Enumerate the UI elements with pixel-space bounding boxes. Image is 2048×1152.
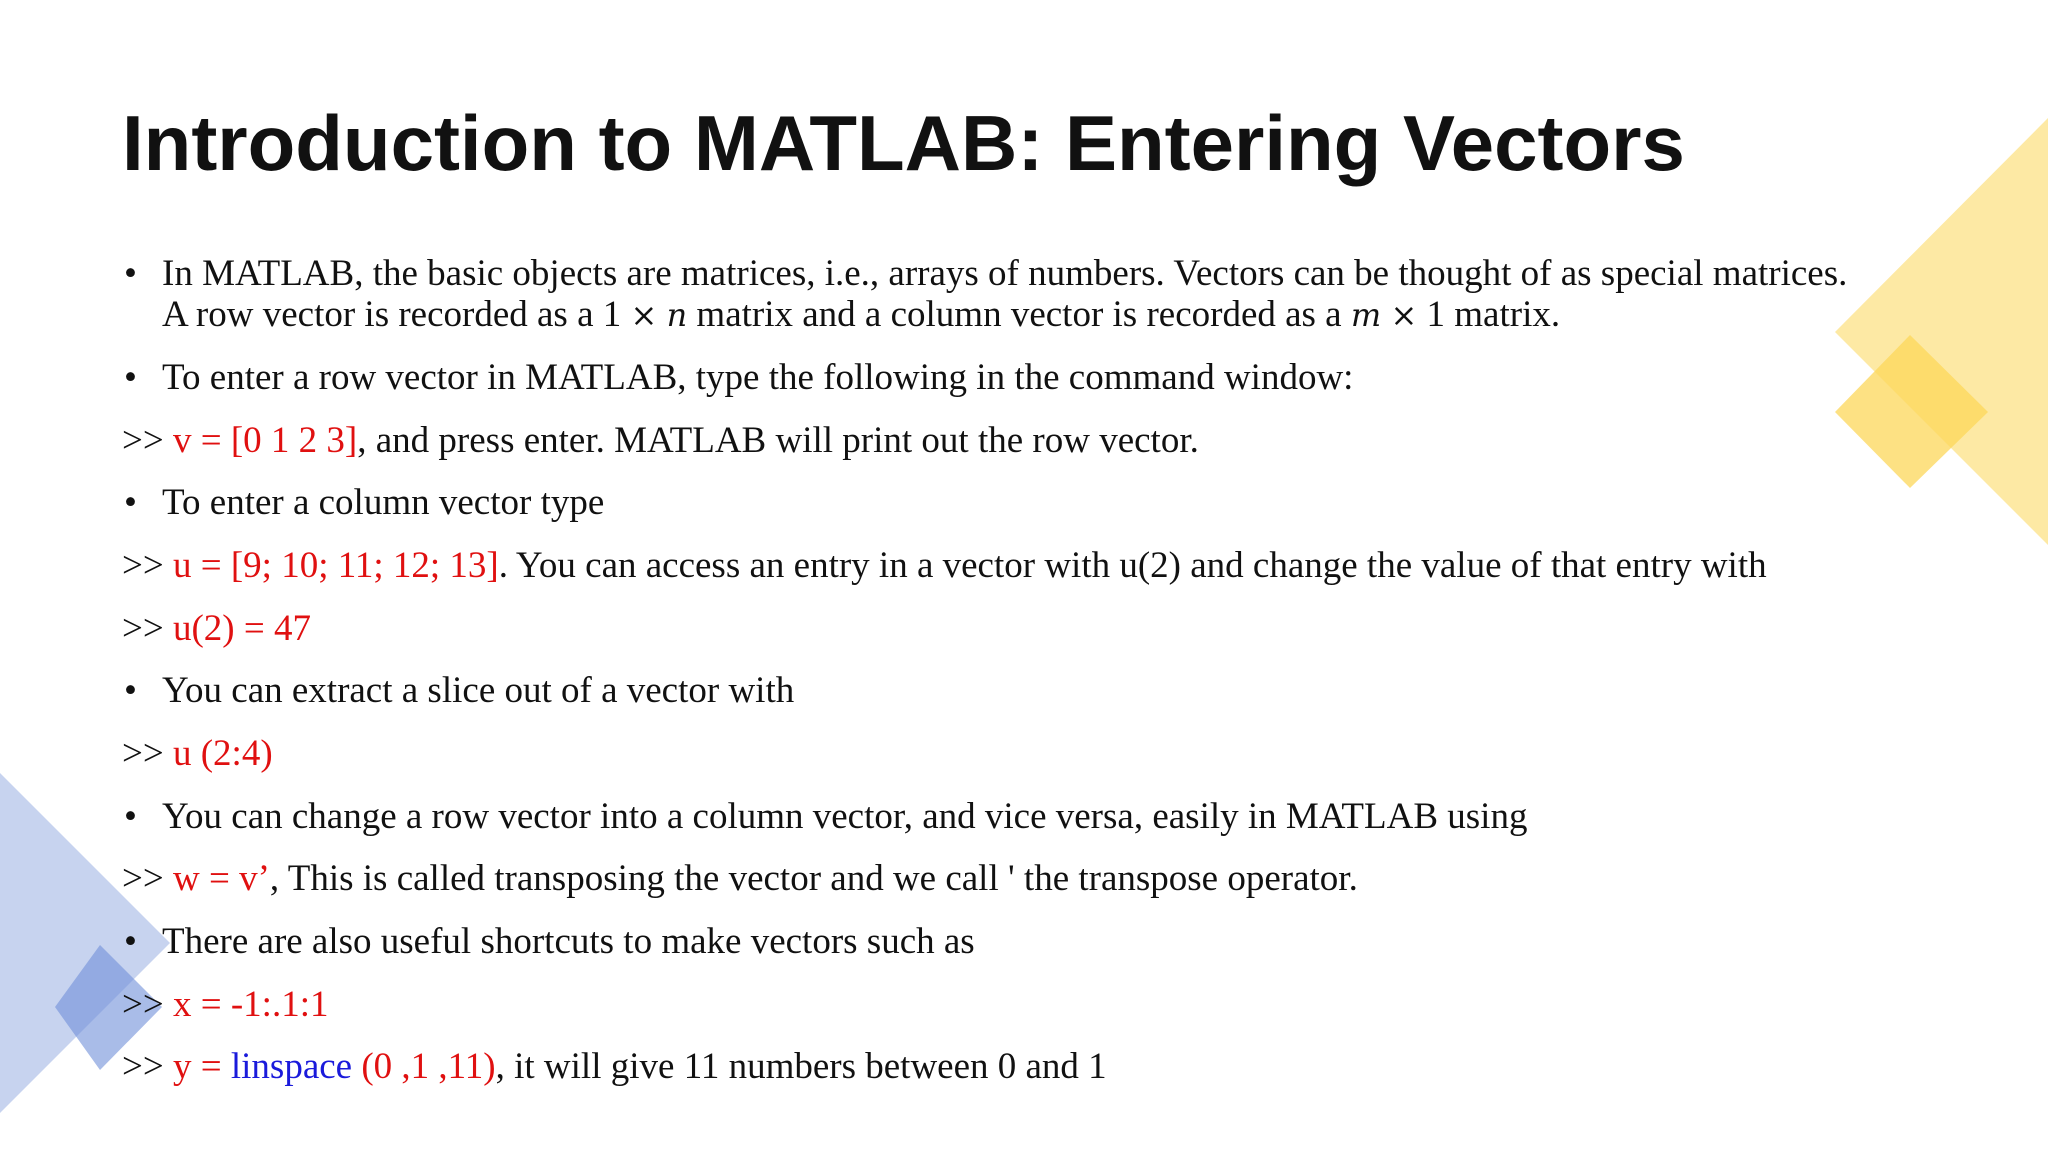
code: y = <box>172 1046 231 1087</box>
times-symbol: × <box>630 296 658 334</box>
bullet-1-line-2 <box>162 294 1560 336</box>
math-m: m <box>1350 296 1382 334</box>
bullet-dot: • <box>124 670 137 711</box>
bullet-dot: • <box>124 921 137 962</box>
code-line-7 <box>122 1046 1107 1088</box>
text: . You can access an entry in a vector with u(2) and change the value of that entry with <box>498 545 1767 586</box>
math-1: 1 <box>1426 294 1446 335</box>
text: matrix and a column vector is recorded as a <box>687 294 1351 335</box>
code-line-2 <box>122 545 1767 587</box>
code: u = [9; 10; 11; 12; 13] <box>172 545 499 586</box>
function-name: linspace <box>230 1046 353 1087</box>
text: A row vector is recorded as a <box>162 294 603 335</box>
code: x = -1:.1:1 <box>172 984 329 1025</box>
times-symbol: × <box>1390 296 1418 334</box>
bullet-1-line-1: In MATLAB, the basic objects are matrices, i.e., arrays of numbers. Vectors can be thought of as special matrices. <box>162 253 1848 294</box>
text: matrix. <box>1445 294 1561 335</box>
code: u(2) = 47 <box>172 608 311 649</box>
prompt: >> <box>122 984 164 1025</box>
code-line-1 <box>122 420 1199 462</box>
code-line-4 <box>122 733 273 775</box>
code-line-6 <box>122 984 328 1026</box>
math-1: 1 <box>602 294 622 335</box>
bullet-dot: • <box>124 357 137 398</box>
slide-title: Introduction to MATLAB: Entering Vectors <box>122 99 1685 187</box>
bullet-dot: • <box>124 482 137 523</box>
text: , This is called transposing the vector and we call ' the transpose operator. <box>269 858 1358 899</box>
bullet-2: To enter a row vector in MATLAB, type the following in the command window: <box>162 357 1354 398</box>
bullet-3: To enter a column vector type <box>162 482 605 523</box>
bullet-dot: • <box>124 796 137 837</box>
text: , it will give 11 numbers between 0 and 1 <box>495 1046 1107 1087</box>
deco-yellow-large <box>1835 118 2048 545</box>
bullet-6: There are also useful shortcuts to make vectors such as <box>162 921 975 962</box>
text: , and press enter. MATLAB will print out the row vector. <box>357 420 1199 461</box>
prompt: >> <box>122 1046 164 1087</box>
prompt: >> <box>122 733 164 774</box>
prompt: >> <box>122 545 164 586</box>
prompt: >> <box>122 608 164 649</box>
prompt: >> <box>122 420 164 461</box>
bullet-4: You can extract a slice out of a vector with <box>162 670 795 711</box>
bullet-dot: • <box>124 253 137 294</box>
prompt: >> <box>122 858 164 899</box>
code: v = [0 1 2 3] <box>172 420 358 461</box>
bullet-5: You can change a row vector into a column vector, and vice versa, easily in MATLAB using <box>162 796 1528 837</box>
code: (0 ,1 ,11) <box>352 1046 496 1087</box>
code-line-3 <box>122 608 311 650</box>
code: u (2:4) <box>172 733 273 774</box>
code-line-5 <box>122 858 1358 900</box>
math-n: n <box>666 296 688 334</box>
code: w = v’ <box>172 858 270 899</box>
